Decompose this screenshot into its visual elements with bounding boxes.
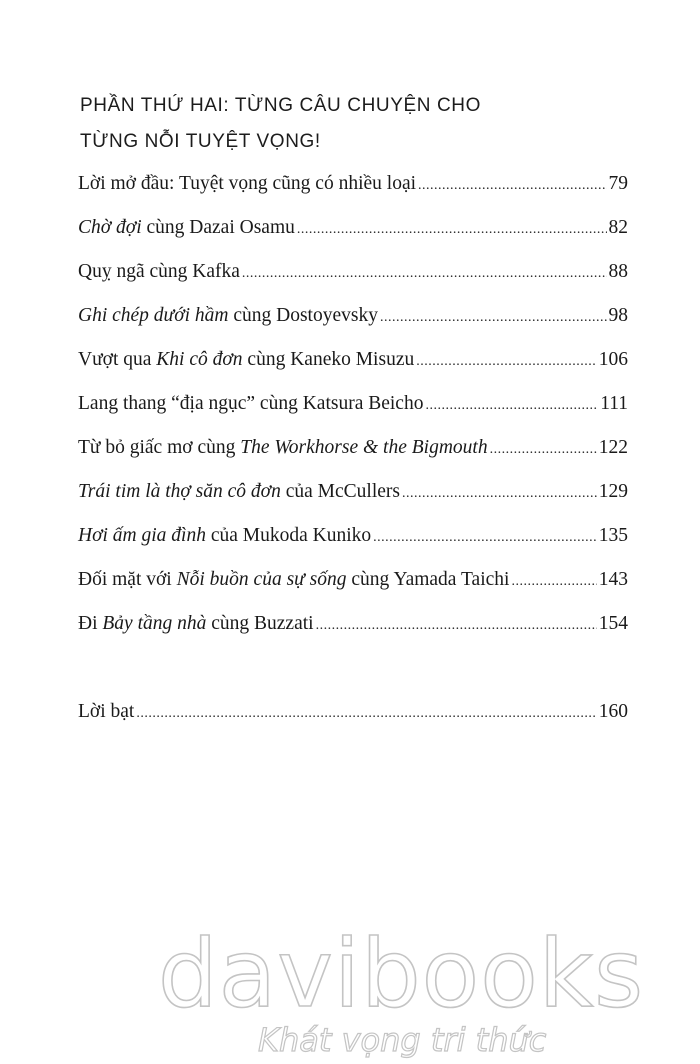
toc-entry <box>78 302 628 330</box>
toc-page-number: 135 <box>598 525 628 546</box>
toc-page-number: 111 <box>600 393 628 414</box>
toc-entry-title <box>78 346 414 374</box>
toc-entry-title <box>78 522 371 550</box>
dot-leader <box>418 172 606 200</box>
toc-title-part: Vượt qua <box>78 349 157 370</box>
dot-leader <box>402 480 597 508</box>
toc-title-italic-part: The Workhorse & the Bigmouth <box>240 437 488 458</box>
toc-title-part: Đi <box>78 613 103 634</box>
toc-entry <box>78 434 628 462</box>
toc-title-part: Lang thang “địa ngục” cùng Katsura Beicho <box>78 393 424 414</box>
toc-entry-title <box>78 566 509 594</box>
dot-leader <box>373 524 597 552</box>
toc-entry <box>78 170 628 198</box>
toc-page-number: 129 <box>598 481 628 502</box>
section-heading-line-2: TỪNG NỖI TUYỆT VỌNG! <box>80 131 321 152</box>
section-heading <box>80 88 640 160</box>
toc-entry <box>78 214 628 242</box>
toc-title-italic-part: Khi cô đơn <box>156 349 243 370</box>
toc-entry-title <box>78 170 416 198</box>
toc-title-italic-part: Trái tim là thợ săn cô đơn <box>78 481 281 502</box>
dot-leader <box>380 304 607 332</box>
dot-leader <box>297 216 607 244</box>
toc-title-italic-part: Nỗi buồn của sự sống <box>176 569 347 590</box>
toc-title-part: cùng Kaneko Misuzu <box>242 349 415 370</box>
toc-title-italic-part: Ghi chép dưới hầm <box>78 305 229 326</box>
dot-leader <box>136 700 596 728</box>
toc-page-number: 98 <box>608 305 628 326</box>
toc-entry-title <box>78 434 488 462</box>
toc-title-part: Lời mở đầu: Tuyệt vọng cũng có nhiều loại <box>78 173 417 194</box>
dot-leader <box>416 348 597 376</box>
toc-page-number: 106 <box>598 349 628 370</box>
toc-page-number: 82 <box>608 217 628 238</box>
toc-entry-title <box>78 302 378 330</box>
toc-title-part: của McCullers <box>280 481 400 502</box>
toc-entry <box>78 346 628 374</box>
toc-entry-title <box>78 698 134 726</box>
toc-title-italic-part: Chờ đợi <box>78 217 142 238</box>
toc-title-part: cùng Dostoyevsky <box>228 305 378 326</box>
toc-entry-title <box>78 214 295 242</box>
toc-page-number: 122 <box>598 437 628 458</box>
toc-page-number: 154 <box>598 613 628 634</box>
toc-entry-title <box>78 390 423 418</box>
section-heading-line-1: PHẦN THỨ HAI: TỪNG CÂU CHUYỆN CHO <box>80 95 481 116</box>
toc-entry-afterword <box>78 698 628 726</box>
toc-title-part: Lời bạt <box>78 701 135 722</box>
dot-leader <box>490 436 597 464</box>
toc-title-italic-part: Bảy tầng nhà <box>102 613 207 634</box>
toc-entry <box>78 258 628 286</box>
toc-title-part: cùng Buzzati <box>206 613 314 634</box>
dot-leader <box>242 260 607 288</box>
toc-title-part: Đối mặt với <box>78 569 177 590</box>
toc-entry <box>78 522 628 550</box>
watermark-logo: davibooks <box>158 920 645 1029</box>
dot-leader <box>425 392 598 420</box>
toc-entry <box>78 566 628 594</box>
toc-title-part: của Mukoda Kuniko <box>205 525 372 546</box>
toc-page-number: 143 <box>598 569 628 590</box>
toc-title-part: Từ bỏ giấc mơ cùng <box>78 437 241 458</box>
toc-entry <box>78 478 628 506</box>
toc-page-number: 79 <box>608 173 628 194</box>
dot-leader <box>511 568 596 596</box>
toc-entry-title <box>78 258 240 286</box>
toc-entry-title <box>78 610 314 638</box>
toc-title-part: Quỵ ngã cùng Kafka <box>78 261 240 282</box>
toc-title-part: cùng Dazai Osamu <box>141 217 295 238</box>
watermark-tagline: Khát vọng tri thức <box>258 1021 547 1059</box>
toc-title-italic-part: Hơi ấm gia đình <box>78 525 206 546</box>
toc-entry <box>78 390 628 418</box>
toc-entry <box>78 610 628 638</box>
dot-leader <box>316 612 597 640</box>
toc-page-number: 88 <box>608 261 628 282</box>
toc-page-number: 160 <box>598 701 628 722</box>
toc-entry-title <box>78 478 400 506</box>
toc-title-part: cùng Yamada Taichi <box>346 569 510 590</box>
